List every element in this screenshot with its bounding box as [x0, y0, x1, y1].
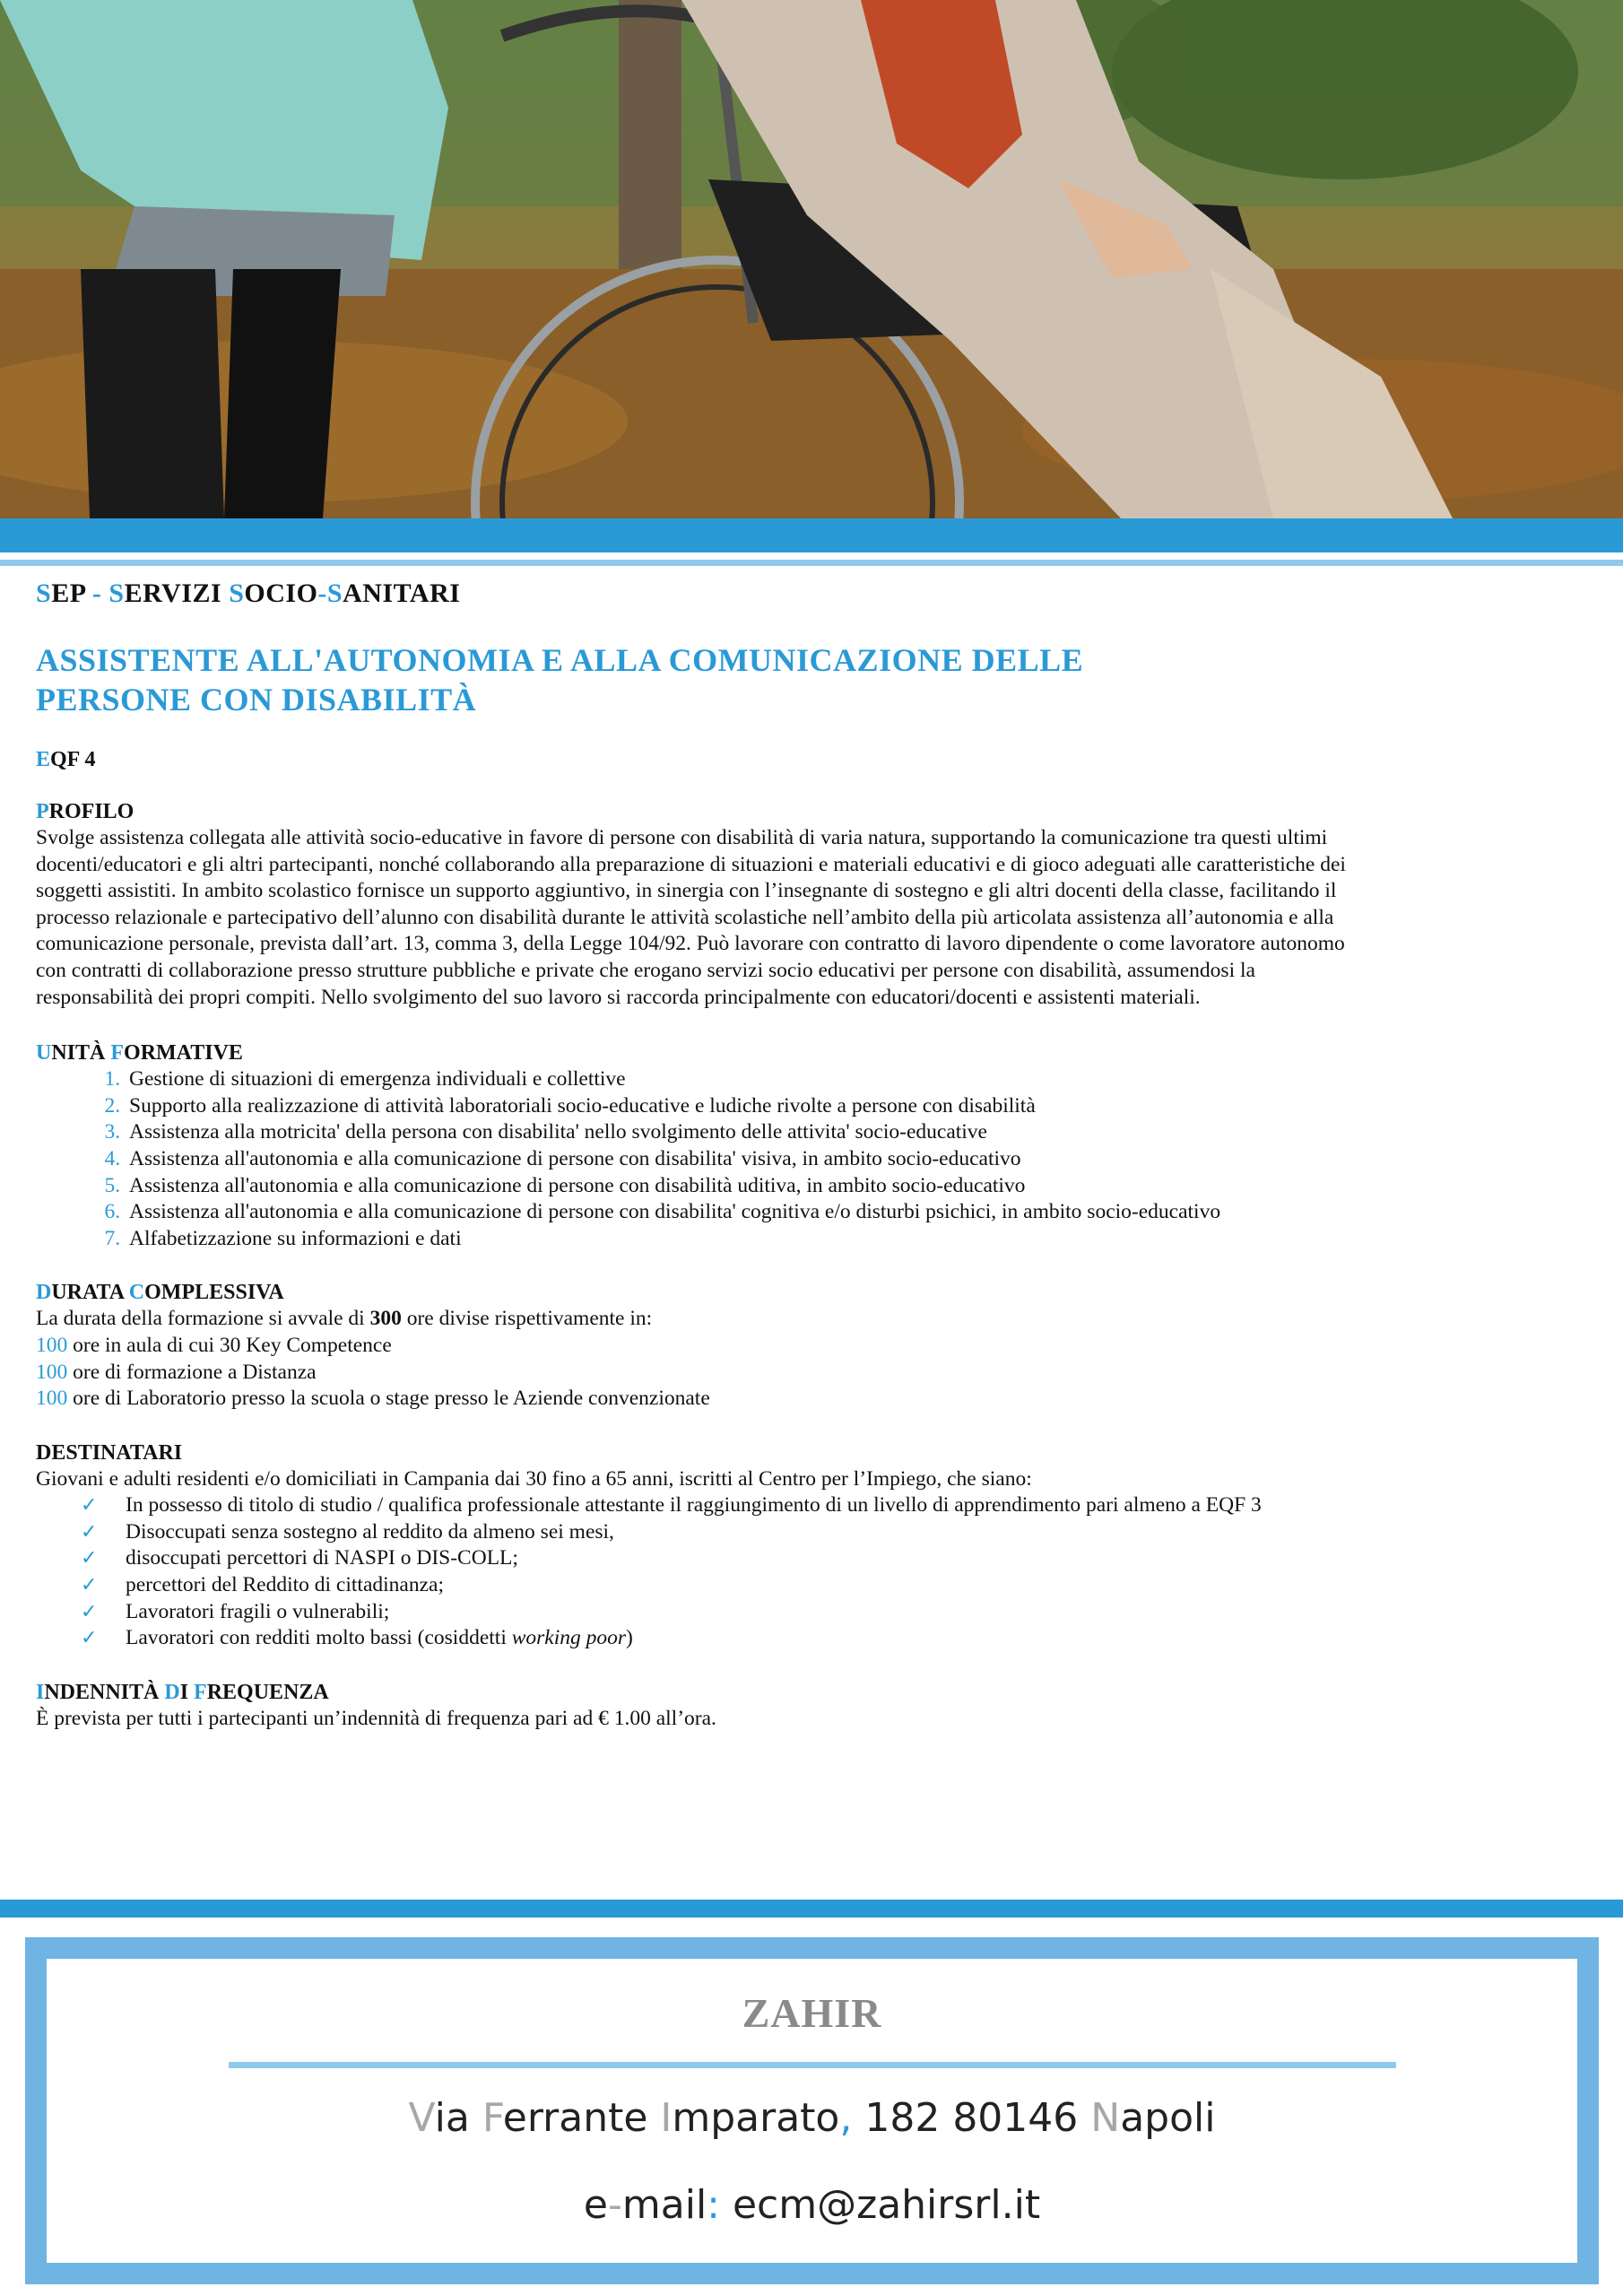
top-band-thin: [0, 560, 1623, 566]
durata-row: 100 ore in aula di cui 30 Key Competence: [36, 1333, 392, 1357]
profilo-heading: PROFILO: [36, 800, 135, 823]
destinatari-intro: Giovani e adulti residenti e/o domiciliati in Campania dai 30 fino a 65 anni, iscritti al Centro per l’Impiego, che siano:: [36, 1466, 1032, 1491]
list-item: ✓ Disoccupati senza sostegno al reddito da almeno sei mesi,: [81, 1519, 1354, 1546]
list-item: ✓ percettori del Reddito di cittadinanza;: [81, 1572, 1354, 1599]
bottom-band: [0, 1900, 1623, 1918]
hero-photo: [0, 0, 1623, 518]
course-title: ASSISTENTE ALL'AUTONOMIA E ALLA COMUNICAZIONE DELLE PERSONE CON DISABILITÀ: [36, 642, 1084, 718]
check-icon: ✓: [81, 1520, 98, 1544]
unita-list: [36, 1066, 1354, 1252]
list-item: 5. Assistenza all'autonomia e alla comunicazione di persone con disabilità uditiva, in ambito socio-educativo: [126, 1173, 1354, 1200]
durata-row: 100 ore di formazione a Distanza: [36, 1360, 317, 1384]
top-band: [0, 518, 1623, 552]
durata-intro: La durata della formazione si avvale di 300 ore divise rispettivamente in:: [36, 1307, 653, 1331]
list-item: 2. Supporto alla realizzazione di attività laboratoriali socio-educative e ludiche rivolte a persone con disabilità: [126, 1093, 1354, 1120]
durata-heading: DURATA COMPLESSIVA: [36, 1281, 284, 1305]
unita-heading: UNITÀ FORMATIVE: [36, 1041, 243, 1065]
check-icon: ✓: [81, 1600, 98, 1623]
indennita-heading: INDENNITÀ DI FREQUENZA: [36, 1680, 329, 1704]
address: Via Ferrante Imparato, 182 80146 Napoli: [408, 2095, 1216, 2141]
list-item: 7. Alfabetizzazione su informazioni e dati: [126, 1226, 1354, 1253]
list-item: 6. Assistenza all'autonomia e alla comunicazione di persone con disabilita' cognitiva e/o disturbi psichici, in ambito socio-educativo: [126, 1199, 1354, 1226]
list-item: ✓ disoccupati percettori di NASPI o DIS-COLL;: [81, 1545, 1354, 1572]
check-icon: ✓: [81, 1547, 98, 1570]
contact-box: [25, 1937, 1599, 2284]
durata-row: 100 ore di Laboratorio presso la scuola o stage presso le Aziende convenzionate: [36, 1387, 710, 1411]
sector-title: SEP - SERVIZI SOCIO-SANITARI: [36, 578, 461, 608]
eqf-level: EQF 4: [36, 748, 96, 771]
email[interactable]: e-mail: ecm@zahirsrl.it: [583, 2182, 1041, 2228]
list-item: 3. Assistenza alla motricita' della persona con disabilita' nello svolgimento delle attivita' socio-educative: [126, 1119, 1354, 1146]
list-item: 1. Gestione di situazioni di emergenza individuali e collettive: [126, 1066, 1354, 1093]
divider: [229, 2062, 1396, 2068]
list-item: ✓ Lavoratori fragili o vulnerabili;: [81, 1599, 1354, 1626]
check-icon: ✓: [81, 1574, 98, 1597]
list-item: 4. Assistenza all'autonomia e alla comunicazione di persone con disabilita' visiva, in ambito socio-educativo: [126, 1146, 1354, 1173]
destinatari-list: [36, 1492, 1354, 1652]
org-name: ZAHIR: [742, 1990, 882, 2036]
check-icon: ✓: [81, 1494, 98, 1518]
indennita-text: È prevista per tutti i partecipanti un’indennità di frequenza pari ad € 1.00 all’ora.: [36, 1706, 716, 1730]
list-item: ✓ Lavoratori con redditi molto bassi (cosiddetti working poor): [81, 1625, 1354, 1652]
list-item: ✓ In possesso di titolo di studio / qualifica professionale attestante il raggiungimento di un livello di apprendimento pari almeno a EQF 3: [81, 1492, 1354, 1519]
profilo-text: Svolge assistenza collegata alle attività socio-educative in favore di persone con disabilità di varia natura, supportando la comunicazione tra questi ultimi docenti/educatori e gli altri partecipanti, nonché collaborando alla preparazione di situazioni e materiali educativi e di gioco adeguati alle caratteristiche dei soggetti assistiti. In ambito scolastico fornisce un supporto aggiuntivo, in sinergia con l’insegnante di sostegno e gli altri docenti della classe, facilitando il processo relazionale e partecipativo dell’alunno con disabilità durante le attività scolastiche nell’ambito della più articolata assistenza all’autonomia e alla comunicazione personale, prevista dall’art. 13, comma 3, della Legge 104/92. Può lavorare con contratto di lavoro dipendente o come lavoratore autonomo con contratti di collaborazione presso strutture pubbliche e private che erogano servizi socio educativi per persone con disabilità, assumendosi la responsabilità dei propri compiti. Nello svolgimento del suo lavoro si raccorda principalmente con educatori/docenti e assistenti materiali.: [36, 826, 1346, 1009]
check-icon: ✓: [81, 1627, 98, 1650]
content: [36, 574, 1354, 1732]
destinatari-heading: DESTINATARI: [36, 1440, 183, 1465]
